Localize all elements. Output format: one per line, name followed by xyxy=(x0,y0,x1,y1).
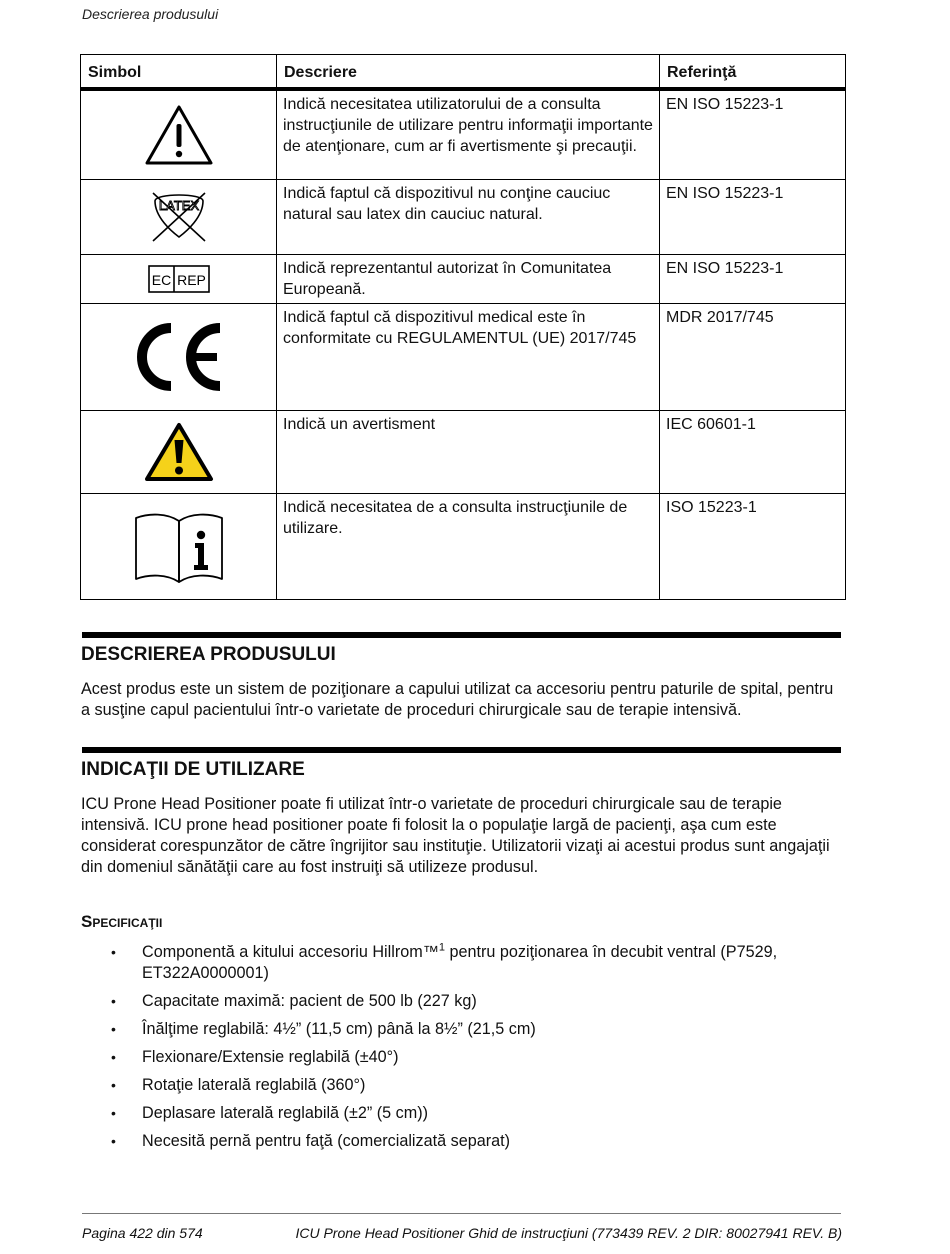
reference-cell: EN ISO 15223-1 xyxy=(660,89,846,180)
table-row xyxy=(81,255,846,304)
table-row xyxy=(81,494,846,600)
column-header-symbol: Simbol xyxy=(81,55,277,89)
running-header: Descrierea produsului xyxy=(82,6,219,22)
specifications-list xyxy=(81,942,841,1159)
description-cell: Indică necesitatea utilizatorului de a consulta instrucţiunile de utilizare pentru informaţii importante de atenţionare, cum ar fi avertismente şi precauţii. xyxy=(277,89,660,180)
symbol-cell xyxy=(81,494,277,600)
column-header-description: Descriere xyxy=(277,55,660,89)
reference-cell: MDR 2017/745 xyxy=(660,304,846,411)
reference-cell: EN ISO 15223-1 xyxy=(660,255,846,304)
section-title-product-description: DESCRIEREA PRODUSULUI xyxy=(81,644,336,665)
table-row xyxy=(81,89,846,180)
consult-instructions-book-icon xyxy=(133,509,225,585)
list-item: • Înălţime reglabilă: 4½” (11,5 cm) până la 8½” (21,5 cm) xyxy=(81,1019,841,1040)
section-title-specifications: Specificaţii xyxy=(81,912,163,931)
spec-item-text: Componentă a kitului accesoriu Hillrom™ xyxy=(142,943,439,961)
list-item: • Deplasare laterală reglabilă (±2” (5 cm)) xyxy=(81,1103,841,1124)
description-cell: Indică faptul că dispozitivul nu conţine cauciuc natural sau latex din cauciuc natural. xyxy=(277,180,660,255)
product-description-text: Acest produs este un sistem de poziţionare a capului utilizat ca accesoriu pentru paturile de spital, pentru a susţine capul pacientului într-o varietate de proceduri chirurgicale sau de terapie intensivă. xyxy=(81,680,834,719)
spec-item-text: pentru poziţionarea în decubit ventral (P7529, ET322A0000001) xyxy=(142,943,778,982)
table-row xyxy=(81,304,846,411)
symbols-table xyxy=(80,54,846,600)
description-cell: Indică faptul că dispozitivul medical este în conformitate cu REGULAMENTUL (UE) 2017/745 xyxy=(277,304,660,411)
document-id: ICU Prone Head Positioner Ghid de instrucţiuni (773439 REV. 2 DIR: 80027941 REV. B) xyxy=(295,1225,842,1241)
description-cell: Indică reprezentantul autorizat în Comunitatea Europeană. xyxy=(277,255,660,304)
reference-cell: IEC 60601-1 xyxy=(660,411,846,494)
section-rule xyxy=(82,632,841,638)
ec-label: EC xyxy=(151,272,171,288)
table-row xyxy=(81,180,846,255)
caution-triangle-icon xyxy=(144,104,214,166)
table-row xyxy=(81,411,846,494)
ce-mark-icon xyxy=(131,322,227,392)
footnote-marker: 1 xyxy=(438,941,446,954)
symbol-cell xyxy=(81,255,277,304)
reference-cell: EN ISO 15223-1 xyxy=(660,180,846,255)
symbol-cell xyxy=(81,304,277,411)
reference-cell: ISO 15223-1 xyxy=(660,494,846,600)
list-item: • Necesită pernă pentru faţă (comercializată separat) xyxy=(81,1131,841,1152)
list-item: • Capacitate maximă: pacient de 500 lb (227 kg) xyxy=(81,991,841,1012)
ec-rep-icon xyxy=(148,265,210,293)
description-cell: Indică necesitatea de a consulta instrucţiunile de utilizare. xyxy=(277,494,660,600)
rep-label: REP xyxy=(176,272,206,288)
indications-text: ICU Prone Head Positioner poate fi utilizat într-o varietate de proceduri chirurgicale sau de terapie intensivă. ICU prone head positioner poate fi folosit la o populaţie largă de pacienţi, aşa cum este considerat corespunzător de către îngrijitor sau instituţie. Utilizatorii vizaţi ai acestui produs sunt angajaţii din domeniul sănătăţii care au fost instruiţi să utilizeze produsul. xyxy=(81,795,830,876)
latex-free-icon xyxy=(149,191,209,243)
symbol-cell xyxy=(81,180,277,255)
description-cell: Indică un avertisment xyxy=(277,411,660,494)
list-item xyxy=(81,942,841,984)
symbol-cell xyxy=(81,89,277,180)
list-item: • Rotaţie laterală reglabilă (360°) xyxy=(81,1075,841,1096)
footer-rule xyxy=(82,1213,841,1214)
section-rule xyxy=(82,747,841,753)
list-item: • Flexionare/Extensie reglabilă (±40°) xyxy=(81,1047,841,1068)
table-header-row xyxy=(81,55,846,89)
page-number: Pagina 422 din 574 xyxy=(82,1225,203,1241)
warning-yellow-triangle-icon xyxy=(143,421,215,483)
symbol-cell xyxy=(81,411,277,494)
column-header-reference: Referinţă xyxy=(660,55,846,89)
latex-label: LATEX xyxy=(158,198,199,213)
section-title-indications: INDICAŢII DE UTILIZARE xyxy=(81,759,305,780)
